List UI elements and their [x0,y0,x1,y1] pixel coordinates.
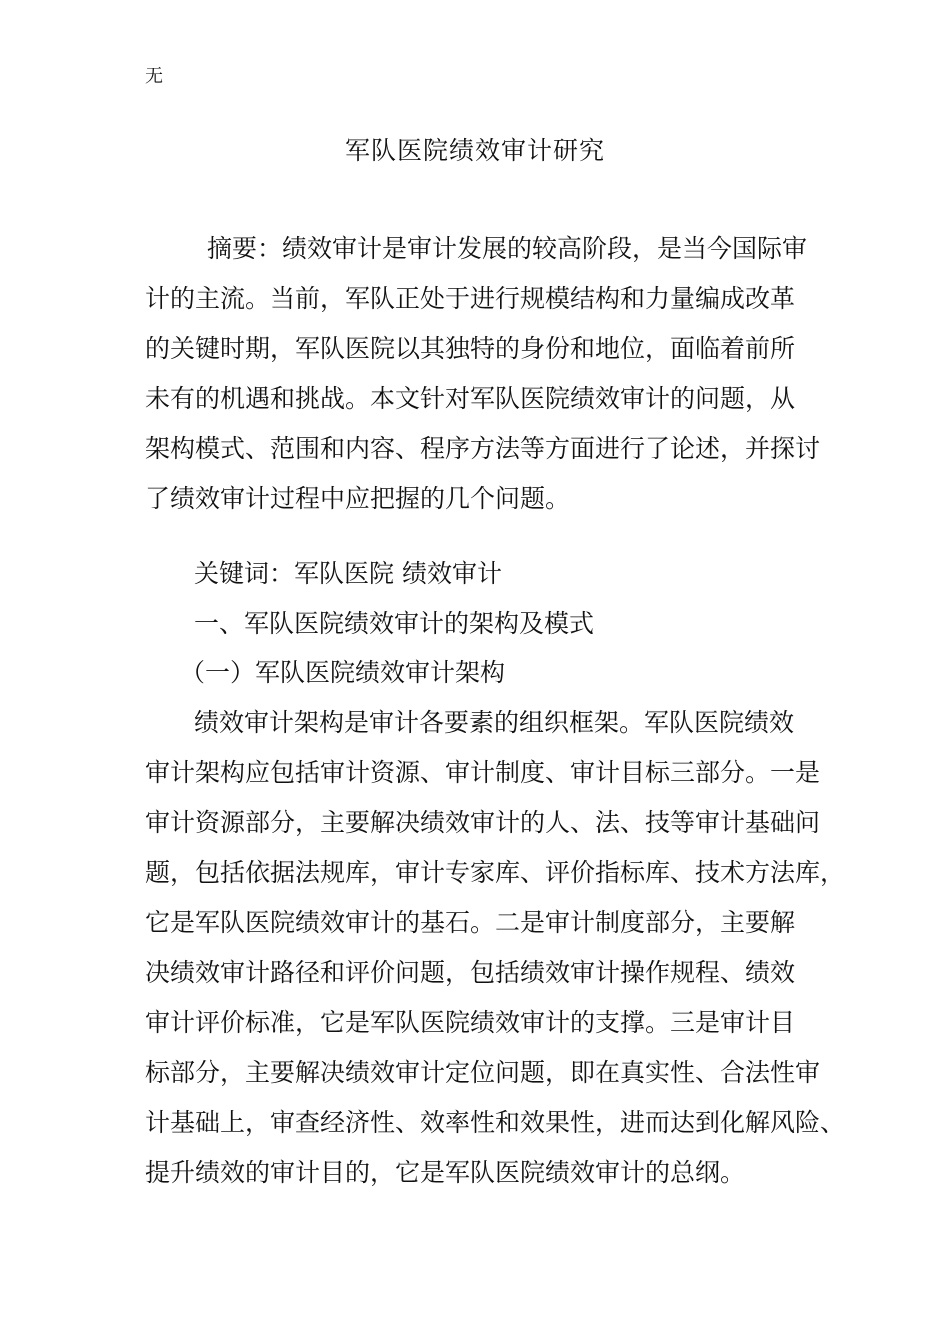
subsection-heading [180,648,842,698]
abstract-line: 摘要：绩效审计是审计发展的较高阶段，是当今国际审 [207,234,808,263]
abstract-line: 计的主流。当前，军队正处于进行规模结构和力量编成改革 [145,284,796,313]
body-line: 审计资源部分，主要解决绩效审计的人、法、技等审计基础问 [145,808,821,837]
body-line: 决绩效审计路径和评价问题，包括绩效审计操作规程、绩效 [145,958,796,987]
body-line: 标部分，主要解决绩效审计定位问题，即在真实性、合法性审 [145,1058,821,1087]
abstract-line: 了绩效审计过程中应把握的几个问题。 [145,484,571,513]
section-heading-text: 一、军队医院绩效审计的架构及模式 [194,609,595,638]
body-line: 提升绩效的审计目的，它是军队医院绩效审计的总纲。 [145,1158,746,1187]
body-line: 计基础上，审查经济性、效率性和效果性，进而达到化解风险、 [145,1108,846,1137]
abstract-line: 未有的机遇和挑战。本文针对军队医院绩效审计的问题，从 [145,384,796,413]
abstract-paragraph [145,224,821,524]
body-line: 题，包括依据法规库，审计专家库、评价指标库、技术方法库， [145,858,846,887]
header-mark: 无 [145,66,163,87]
abstract-line: 架构模式、范围和内容、程序方法等方面进行了论述，并探讨 [145,434,821,463]
keywords-line [194,549,856,599]
body-line: 审计评价标准，它是军队医院绩效审计的支撑。三是审计目 [145,1008,796,1037]
body-line: 绩效审计架构是审计各要素的组织框架。军队医院绩效 [194,708,795,737]
subsection-heading-text: （一）军队医院绩效审计架构 [180,658,506,687]
page-title: 军队医院绩效审计研究 [344,136,605,165]
body-line: 审计架构应包括审计资源、审计制度、审计目标三部分。一是 [145,758,821,787]
keywords-text: 关键词：军队医院 绩效审计 [194,559,502,588]
section-heading [194,599,856,649]
body-paragraph [145,698,846,1198]
body-line: 它是军队医院绩效审计的基石。二是审计制度部分，主要解 [145,908,796,937]
abstract-line: 的关键时期，军队医院以其独特的身份和地位，面临着前所 [145,334,796,363]
